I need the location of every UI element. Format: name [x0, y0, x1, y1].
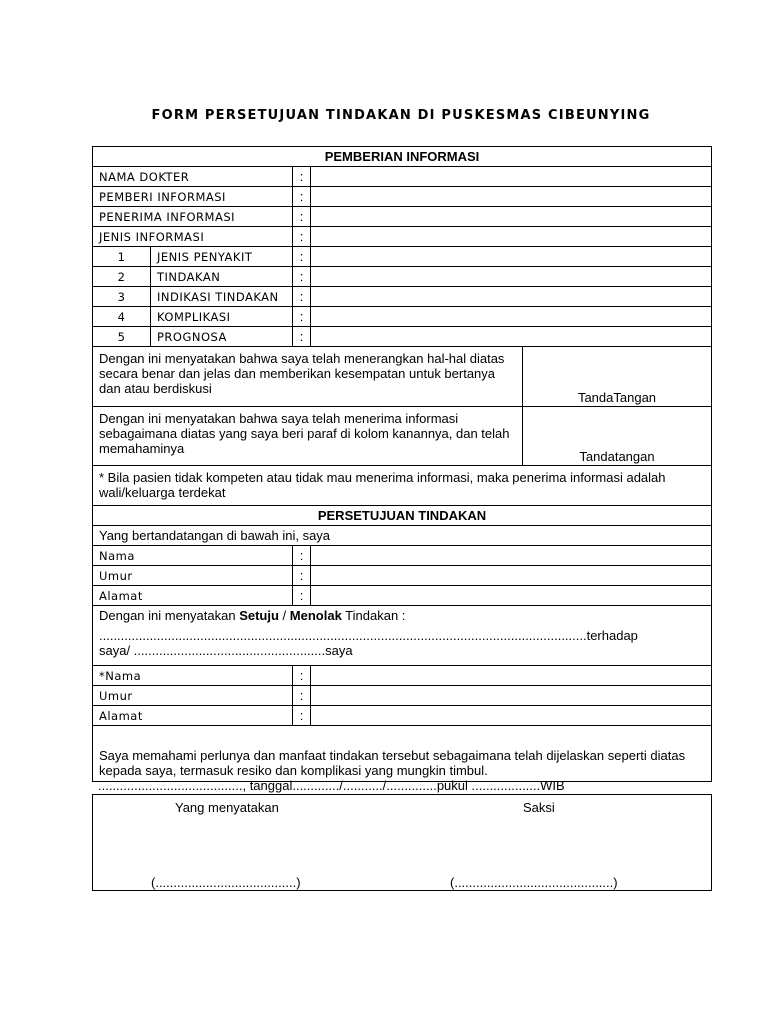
signature-recipient[interactable]: Tandatangan: [579, 449, 655, 464]
declaration-informer-text: Dengan ini menyatakan bahwa saya telah menerangkan hal-hal diatas secara benar dan jelas dan memberikan kesempatan untuk bertanya dan atau berdiskusi: [93, 347, 523, 406]
colon: :: [293, 247, 311, 266]
field-umur[interactable]: [311, 566, 711, 585]
row-umur-2: [93, 686, 711, 706]
option-menolak[interactable]: Menolak: [289, 608, 342, 623]
field-nama-dokter[interactable]: [311, 167, 711, 186]
colon: :: [293, 706, 311, 725]
field-prognosa[interactable]: [311, 327, 711, 346]
row-nama-dokter: [93, 167, 711, 187]
statement-slash: /: [278, 608, 290, 623]
sub-row-4: [93, 307, 711, 327]
sub-number: 5: [93, 327, 151, 346]
row-alamat: [93, 586, 711, 606]
field-penerima-informasi[interactable]: [311, 207, 711, 226]
field-jenis-informasi[interactable]: [311, 227, 711, 246]
field-umur-2[interactable]: [311, 686, 711, 705]
label-pemberi-informasi: PEMBERI INFORMASI: [93, 187, 293, 206]
label-indikasi-tindakan: INDIKASI TINDAKAN: [151, 287, 293, 306]
declaration-row-2: [93, 407, 711, 466]
colon: :: [293, 267, 311, 286]
label-nama-dokter: NAMA DOKTER: [93, 167, 293, 186]
field-komplikasi[interactable]: [311, 307, 711, 326]
field-alamat[interactable]: [311, 586, 711, 605]
option-setuju[interactable]: Setuju: [239, 608, 279, 623]
colon: :: [293, 167, 311, 186]
label-alamat-2: Alamat: [93, 706, 293, 725]
consent-intro-row: [93, 526, 711, 546]
row-nama-2: [93, 666, 711, 686]
understanding-text: Saya memahami perlunya dan manfaat tindakan tersebut sebagaimana telah dijelaskan seperti diatas kepada saya, termasuk resiko dan komplikasi yang mungkin timbul.: [99, 748, 686, 778]
sub-number: 1: [93, 247, 151, 266]
note-text: * Bila pasien tidak kompeten atau tidak mau menerima informasi, maka penerima informasi adalah wali/keluarga terdekat: [99, 470, 666, 500]
colon: :: [293, 666, 311, 685]
field-indikasi-tindakan[interactable]: [311, 287, 711, 306]
row-pemberi-informasi: [93, 187, 711, 207]
colon: :: [293, 227, 311, 246]
declaration-recipient-text: Dengan ini menyatakan bahwa saya telah menerima informasi sebagaimana diatas yang saya beri paraf di kolom kanannya, dan telah memahaminya: [93, 407, 523, 465]
field-nama[interactable]: [311, 546, 711, 565]
field-nama-2[interactable]: [311, 666, 711, 685]
info-header-row: [93, 147, 711, 167]
colon: :: [293, 207, 311, 226]
colon: :: [293, 307, 311, 326]
colon: :: [293, 566, 311, 585]
info-header: PEMBERIAN INFORMASI: [324, 149, 480, 164]
sub-number: 3: [93, 287, 151, 306]
consent-form: [92, 146, 712, 782]
witness-signature-line[interactable]: (............................................): [450, 875, 618, 890]
statement-line-1: [99, 608, 705, 623]
statement-row: [93, 606, 711, 666]
label-komplikasi: KOMPLIKASI: [151, 307, 293, 326]
sub-number: 2: [93, 267, 151, 286]
sub-number: 4: [93, 307, 151, 326]
statement-prefix: Dengan ini menyatakan: [99, 608, 240, 623]
label-jenis-informasi: JENIS INFORMASI: [93, 227, 293, 246]
colon: :: [293, 287, 311, 306]
declaration-row-1: [93, 347, 711, 407]
label-umur-2: Umur: [93, 686, 293, 705]
consent-header: PERSETUJUAN TINDAKAN: [317, 508, 487, 523]
sub-row-2: [93, 267, 711, 287]
row-umur: [93, 566, 711, 586]
label-prognosa: PROGNOSA: [151, 327, 293, 346]
sub-row-5: [93, 327, 711, 347]
colon: :: [293, 187, 311, 206]
signature-area: [92, 794, 712, 891]
label-tindakan: TINDAKAN: [151, 267, 293, 286]
statement-suffix: Tindakan :: [341, 608, 406, 623]
note-row: [93, 466, 711, 506]
colon: :: [293, 686, 311, 705]
row-nama: [93, 546, 711, 566]
colon: :: [293, 546, 311, 565]
colon: :: [293, 327, 311, 346]
sub-row-3: [93, 287, 711, 307]
row-jenis-informasi: [93, 227, 711, 247]
date-time-line[interactable]: ........................................, tanggal............./.........../..............pukul ...................WIB: [98, 778, 565, 793]
label-penerima-informasi: PENERIMA INFORMASI: [93, 207, 293, 226]
form-title: FORM PERSETUJUAN TINDAKAN DI PUSKESMAS CIBEUNYING: [151, 108, 651, 123]
field-jenis-penyakit[interactable]: [311, 247, 711, 266]
statement-block: [93, 606, 711, 665]
sub-row-1: [93, 247, 711, 267]
statement-line-3[interactable]: saya/ .....................................................saya: [99, 643, 353, 658]
row-alamat-2: [93, 706, 711, 726]
label-jenis-penyakit: JENIS PENYAKIT: [151, 247, 293, 266]
statement-line-2[interactable]: .......................................................................................................................................terhadap: [99, 628, 638, 643]
label-nama: Nama: [93, 546, 293, 565]
signer-signature-line[interactable]: (.......................................): [151, 875, 301, 890]
row-penerima-informasi: [93, 207, 711, 227]
label-umur: Umur: [93, 566, 293, 585]
field-alamat-2[interactable]: [311, 706, 711, 725]
consent-intro: Yang bertandatangan di bawah ini, saya: [99, 528, 331, 543]
consent-header-row: [93, 506, 711, 526]
signature-informer[interactable]: TandaTangan: [577, 390, 657, 405]
field-pemberi-informasi[interactable]: [311, 187, 711, 206]
signer-label: Yang menyatakan: [175, 800, 279, 815]
label-alamat: Alamat: [93, 586, 293, 605]
witness-label: Saksi: [523, 800, 555, 815]
colon: :: [293, 586, 311, 605]
label-nama-2: *Nama: [93, 666, 293, 685]
understanding-row: [93, 726, 711, 781]
field-tindakan[interactable]: [311, 267, 711, 286]
